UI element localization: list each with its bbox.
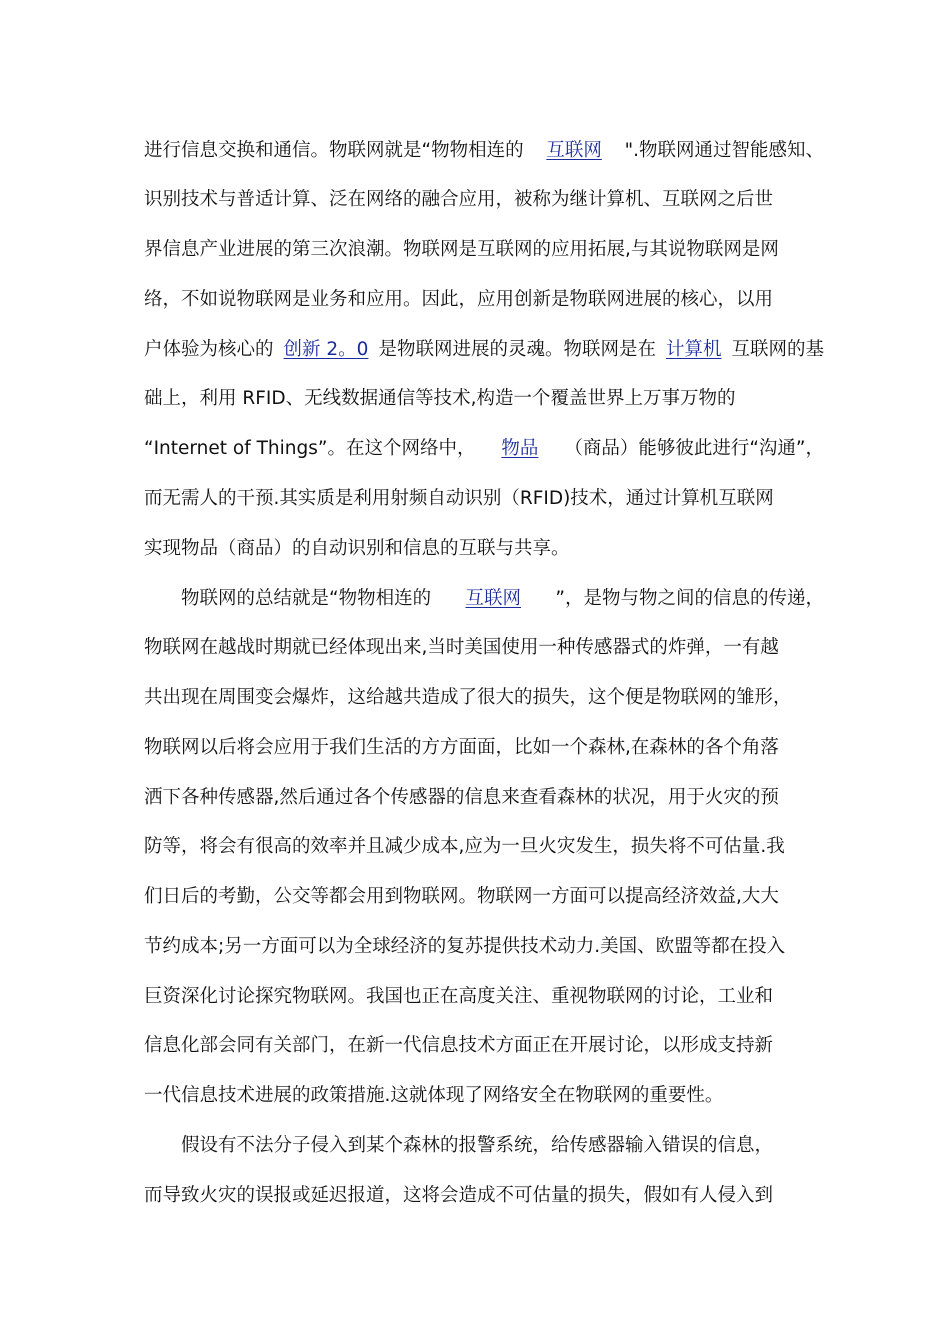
line-text: 户体验为核心的 — [144, 339, 274, 360]
line-text: （商品）能够彼此进行“沟通”， — [564, 438, 824, 459]
text-line: 一代信息技术进展的政策措施.这就体现了网络安全在物联网的重要性。 — [144, 1085, 724, 1106]
text-line — [144, 434, 824, 464]
text-line: 共出现在周围变会爆炸，这给越共造成了很大的损失，这个便是物联网的雏形， — [144, 687, 792, 708]
text-line: 们日后的考勤，公交等都会用到物联网。物联网一方面可以提高经济效益,大大 — [144, 886, 779, 907]
hyperlink-innovation-2[interactable]: 创新 2。0 — [283, 339, 369, 360]
hyperlink-computer[interactable]: 计算机 — [665, 339, 722, 360]
text-line: 而导致火灾的误报或延迟报道，这将会造成不可估量的损失，假如有人侵入到 — [144, 1185, 774, 1206]
line-text: 互联网的基 — [731, 339, 824, 360]
text-line: 络，不如说物联网是业务和应用。因此，应用创新是物联网进展的核心，以用 — [144, 289, 774, 310]
line-text: 是物联网进展的灵魂。物联网是在 — [378, 339, 656, 360]
text-line: 界信息产业进展的第三次浪潮。物联网是互联网的应用拓展,与其说物联网是网 — [144, 239, 779, 260]
line-text: “Internet of Things”。在这个网络中， — [144, 438, 476, 459]
line-text: ".物联网通过智能感知、 — [624, 140, 824, 161]
text-line: 防等，将会有很高的效率并且减少成本,应为一旦火灾发生，损失将不可估量.我 — [144, 836, 785, 857]
text-line — [144, 136, 824, 166]
line-text: 物联网的总结就是“物物相连的 — [181, 588, 432, 609]
text-line — [181, 584, 824, 614]
text-line: 假设有不法分子侵入到某个森林的报警系统，给传感器输入错误的信息， — [181, 1135, 774, 1156]
line-text: 进行信息交换和通信。物联网就是“物物相连的 — [144, 140, 524, 161]
text-line: 洒下各种传感器,然后通过各个传感器的信息来查看森林的状况，用于火灾的预 — [144, 787, 779, 808]
hyperlink-items[interactable]: 物品 — [501, 438, 539, 459]
text-line — [144, 335, 824, 365]
text-line: 实现物品（商品）的自动识别和信息的互联与共享。 — [144, 538, 570, 559]
text-line: 巨资深化讨论探究物联网。我国也正在高度关注、重视物联网的讨论，工业和 — [144, 986, 774, 1007]
hyperlink-internet-2[interactable]: 互联网 — [465, 588, 521, 609]
text-line: 础上，利用 RFID、无线数据通信等技术,构造一个覆盖世界上万事万物的 — [144, 388, 736, 409]
text-line: 物联网以后将会应用于我们生活的方方面面，比如一个森林,在森林的各个角落 — [144, 737, 779, 758]
text-line: 而无需人的干预.其实质是利用射频自动识别（RFID)技术，通过计算机互联网 — [144, 488, 774, 509]
hyperlink-internet[interactable]: 互联网 — [546, 140, 602, 161]
line-text: ”，是物与物之间的信息的传递， — [555, 588, 824, 609]
text-line: 物联网在越战时期就已经体现出来,当时美国使用一种传感器式的炸弹，一有越 — [144, 637, 779, 658]
text-line: 信息化部会同有关部门，在新一代信息技术方面正在开展讨论，以形成支持新 — [144, 1035, 774, 1056]
text-line: 节约成本;另一方面可以为全球经济的复苏提供技术动力.美国、欧盟等都在投入 — [144, 936, 786, 957]
text-line: 识别技术与普适计算、泛在网络的融合应用，被称为继计算机、互联网之后世 — [144, 189, 774, 210]
